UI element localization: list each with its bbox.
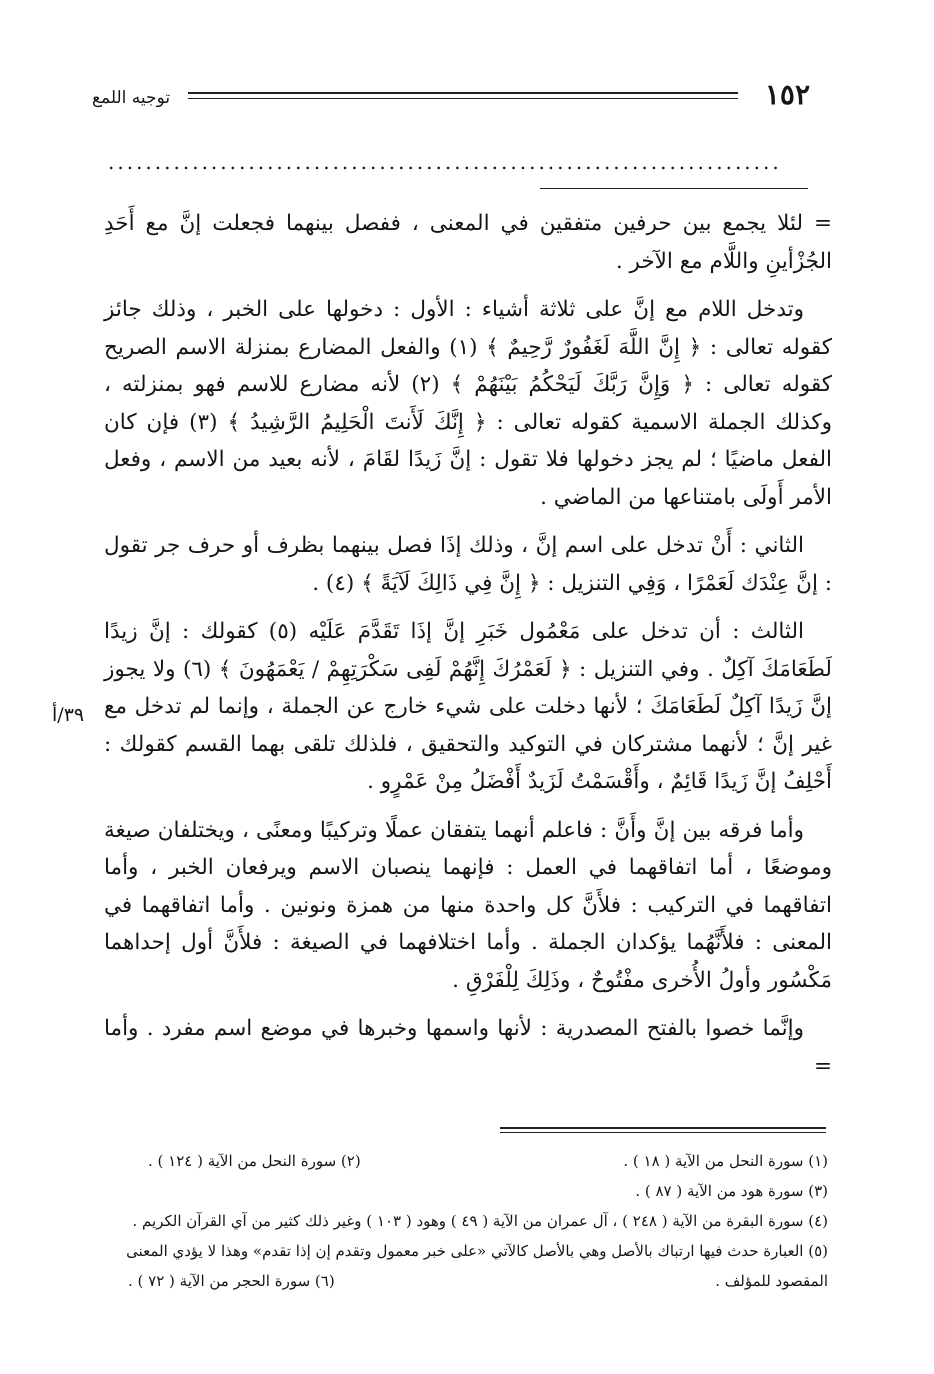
- page-header: [80, 78, 820, 118]
- header-rule: [188, 92, 738, 99]
- paragraph-lam-with-inna: وتدخل اللام مع إنَّ على ثلاثة أشياء : الأول : دخولها على الخبر ، وذلك جائز كقوله تعالى : ﴿ إِنَّ اللَّهَ لَغَفُورٌ رَّحِيمٌ ﴾ (١) والفعل المضارع بمنزلة الاسم الصريح كقوله تعالى : ﴿ وَإِنَّ رَبَّكَ لَيَحْكُمُ بَيْنَهُمْ ﴾ (٢) لأنه مضارع للاسم فهو بمنزلته ، وكذلك الجملة الاسمية كقوله تعالى : ﴿ إِنَّكَ لَأَنتَ الْحَلِيمُ الرَّشِيدُ ﴾ (٣) فإن كان الفعل ماضيًا ؛ لم يجز دخولها فلا تقول : إنَّ زَيدًا لقَامَ ، لأنه بعيد من الاسم ، وفعل الأمر أَولَى بامتناعها من الماضي .: [104, 297, 833, 510]
- separator-rule: [540, 188, 808, 189]
- footnote-row: [108, 1146, 828, 1176]
- paragraph-continued: = لئلا يجمع بين حرفين متفقين في المعنى ، ففصل بينهما فجعلت إنَّ مع أَحَدِ الجُزْأينِ واللَّام مع الآخر .: [104, 211, 832, 274]
- paragraph-masdariyya: وإنَّما خصوا بالفتح المصدرية : لأنها واسمها وخبرها في موضع اسم مفرد . وأما =: [104, 1016, 832, 1079]
- running-title: توجيه اللمع: [92, 88, 171, 108]
- paragraph-difference: وأما فرقه بين إنَّ وأَنَّ : فاعلم أنهما يتفقان عملًا وتركيبًا ومعنًى ، ويختلفان صيغة وموضعًا ، أما اتفاقهما في العمل : فإنهما ينصبان الاسم ويرفعان الخبر ، وأما اتفاقهما في التركيب : فلأَنَّ كل واحدة منها من همزة ونونين . وأما اتفاقهما في المعنى : فلأَنَّهُما يؤكدان الجملة . وأما اختلافهما في الصيغة : فلأَنَّ أول إحداهما مَكْسُور وأولُ الأُخرى مفْتُوحٌ ، وذَلِكَ لِلْفَرْقِ .: [104, 817, 832, 993]
- page-number: ١٥٢: [764, 78, 810, 111]
- dotted-separator: ........................................................................: [108, 150, 782, 174]
- footnote-1: (١) سورة النحل من الآية ( ١٨ ) .: [623, 1152, 828, 1170]
- footnotes: [108, 1146, 828, 1296]
- footnote-5: (٥) العبارة حدث فيها ارتباك بالأصل وهي بالأصل كالآتي «على خبر معمول وتقدم إن إذا تقدم» وهذا لا يؤدي المعنى المقصود للمؤلف .: [126, 1242, 828, 1290]
- paragraph-third: الثالث : أن تدخل على مَعْمُول خَبَرِ إنَّ إذَا تَقَدَّمَ عَلَيْه (٥) كقولك : إنَّ زيدًا لَطَعَامَكَ آكِلٌ . وفي التنزيل : ﴿ لَعَمْرُكَ إِنَّهُمْ لَفِى سَكْرَتِهِمْ / يَعْمَهُونَ ﴾ (٦) ولا يجوز إنَّ زَيدًا آكِلٌ لَطَعَامَكَ ؛ لأنها دخلت على شيء خارج عن الجملة ، وإنما لم تدخل مع غير إنَّ ؛ لأنهما مشتركان في التوكيد والتحقيق ، فلذلك تلقى بهما القسم كقولك : أَحْلِفُ إنَّ زَيدًا قَائِمٌ ، وأَقْسَمْتُ لَزَيدٌ أَفْضَلُ مِنْ عَمْرٍو .: [104, 619, 832, 794]
- main-text: [104, 205, 832, 1096]
- footnote-2: (٢) سورة النحل من الآية ( ١٢٤ ) .: [148, 1152, 361, 1170]
- paragraph-second: الثاني : أَنْ تدخل على اسم إنَّ ، وذلك إذَا فصل بينهما بظرف أو حرف جر تقول : إنَّ عِنْدَك لَعَمْرًا ، وَفِي التنزيل : ﴿ إِنَّ فِي ذَالِكَ لَآيَةً ﴾ (٤) .: [104, 533, 832, 596]
- footnote-3: (٣) سورة هود من الآية ( ٨٧ ) .: [635, 1182, 828, 1200]
- footnote-6: (٦) سورة الحجر من الآية ( ٧٢ ) .: [128, 1272, 335, 1290]
- footnote-4: (٤) سورة البقرة من الآية ( ٢٤٨ ) ، آل عمران من الآية ( ٤٩ ) وهود ( ١٠٣ ) وغير ذلك كثير من آي القرآن الكريم .: [132, 1212, 828, 1230]
- margin-folio-note: ٣٩/أ: [52, 704, 85, 726]
- footnote-rule: [500, 1127, 826, 1133]
